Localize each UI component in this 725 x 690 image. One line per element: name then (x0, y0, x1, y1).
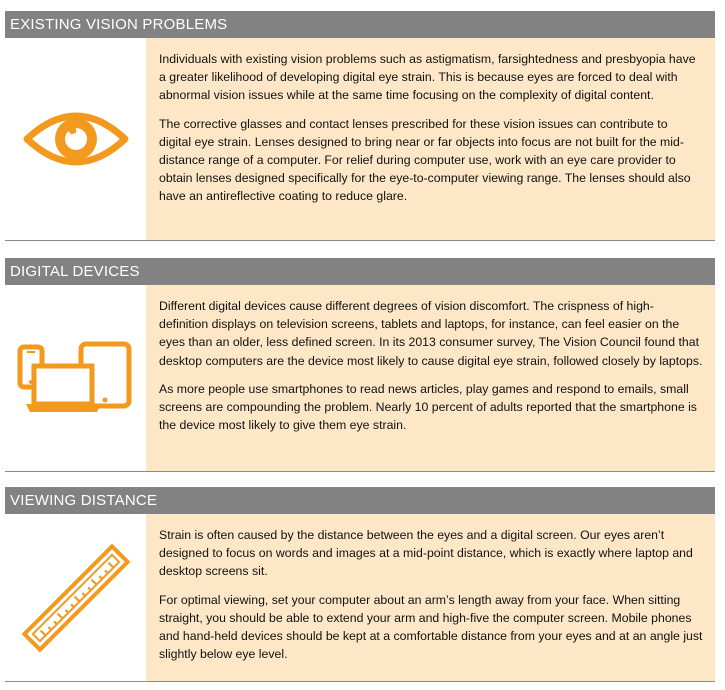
section-existing-vision-problems (5, 11, 715, 241)
paragraph: The corrective glasses and contact lenses prescribed for these vision issues can contribute to digital eye strain. Lenses designed to bring near or far objects into focus are not built for the mid-distance range of a computer. For relief during computer use, work with an eye care provider to obtain lenses designed specifically for the eye-to-computer viewing range. The lenses should also have an antireflective coating to reduce glare. (159, 116, 691, 204)
section-title: EXISTING VISION PROBLEMS (5, 11, 715, 38)
paragraph: As more people use smartphones to read news articles, play games and respond to emails, small screens are compounding the problem. Nearly 10 percent of adults reported that the smartphone is the device most likely to give them eye strain. (159, 381, 697, 433)
devices-icon (17, 341, 135, 415)
section-viewing-distance (5, 487, 715, 682)
section-body (5, 38, 715, 241)
paragraph: For optimal viewing, set your computer about an arm’s length away from your face. When sitting straight, you should be able to extend your arm and high-five the computer screen. Mobile phones and hand-held devices should be kept at a comfortable distance from your eyes and at an angle just slightly below eye level. (159, 592, 703, 662)
paragraph: Different digital devices cause different degrees of vision discomfort. The crispness of high-definition displays on television screens, tablets and laptops, for instance, can feel easier on the eyes than an older, less defined screen. In its 2013 consumer survey, The Vision Council found that desktop computers are the device most likely to cause digital eye strain, followed closely by laptops. (159, 299, 703, 368)
paragraph: Strain is often caused by the distance between the eyes and a digital screen. Our eyes aren’t designed to focus on words and images at a mid-point distance, which is exactly where laptop and desktop screens sit. (159, 528, 693, 579)
ruler-icon (20, 542, 132, 654)
section-title: VIEWING DISTANCE (5, 487, 715, 514)
eye-icon (23, 107, 129, 171)
paragraph: Individuals with existing vision problems such as astigmatism, farsightedness and presbyopia have a greater likelihood of developing digital eye strain. This is because eyes are forced to deal with abnormal vision issues while at the same time focusing on the complexity of digital content. (159, 52, 696, 103)
section-title: DIGITAL DEVICES (5, 258, 715, 285)
section-digital-devices (5, 258, 715, 472)
section-body (5, 285, 715, 472)
section-body (5, 514, 715, 682)
